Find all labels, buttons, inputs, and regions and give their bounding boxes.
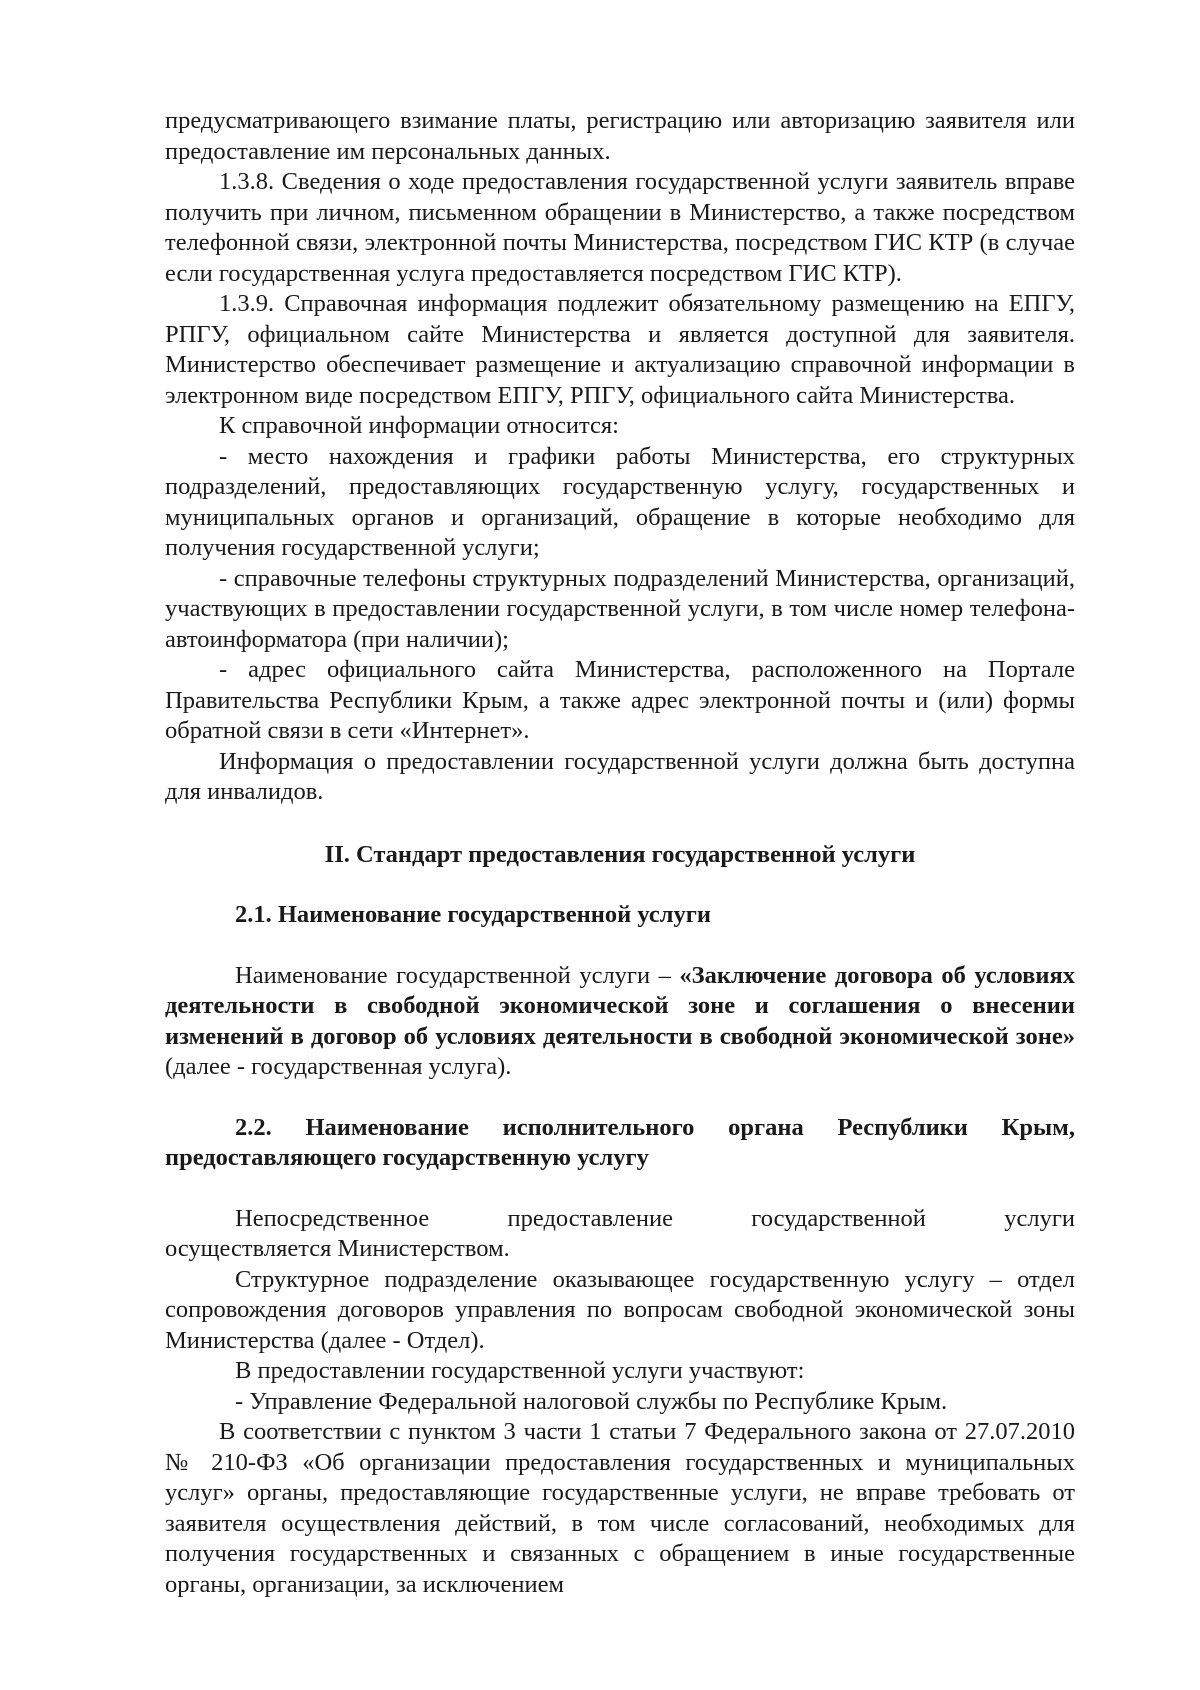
paragraph-federal-law: В соответствии с пунктом 3 части 1 статьи 7 Федерального закона от 27.07.2010 № 210-ФЗ «Об организации предоставления государственных и муниципальных услуг» органы, предоставляющие государственные услуги, не вправе требовать от заявителя осуществления действий, в том числе согласований, необходимых для получения государственных и связанных с обращением в иные государственные органы, организации, за исключением <box>165 1418 1075 1598</box>
paragraph-direct-provision-line1: Непосредственное предоставление государственной услуги <box>235 1204 1075 1232</box>
paragraph-accessibility: Информация о предоставлении государственной услуги должна быть доступна для инвалидов. <box>165 747 1075 805</box>
document-page <box>165 106 1075 1600</box>
service-name-bold: «Заключение договора об условиях деятельности в свободной экономической зоне и соглашения о внесении изменений в договор об условиях деятельности в свободной экономической зоне» <box>165 961 1075 1050</box>
list-item-location: - место нахождения и графики работы Министерства, его структурных подразделений, предоставляющих государственную услугу, государственных и муниципальных органов и организаций, обращение в которые необходимо для получения государственной услуги; <box>165 442 1075 561</box>
list-item-phones: - справочные телефоны структурных подразделений Министерства, организаций, участвующих в предоставлении государственной услуги, в том числе номер телефона-автоинформатора (при наличии); <box>165 564 1075 653</box>
paragraph-participants-intro: В предоставлении государственной услуги участвуют: <box>235 1357 805 1384</box>
service-name-prefix: Наименование государственной услуги – <box>235 961 680 989</box>
list-item-tax-service: - Управление Федеральной налоговой службы по Республике Крым. <box>235 1387 948 1415</box>
paragraph-1-3-9: 1.3.9. Справочная информация подлежит обязательному размещению на ЕПГУ, РПГУ, официальном сайте Министерства и является доступной для заявителя. Министерство обеспечивает размещение и актуализацию справочной информации в электронном виде посредством ЕПГУ, РПГУ, официального сайта Министерства. <box>165 290 1075 409</box>
paragraph-reference-intro: К справочной информации относится: <box>219 412 619 439</box>
paragraph-1-3-8: 1.3.8. Сведения о ходе предоставления государственной услуги заявитель вправе получить при личном, письменном обращении в Министерство, а также посредством телефонной связи, электронной почты Министерства, посредством ГИС КТР (в случае если государственная услуга предоставляется посредством ГИС КТР). <box>165 168 1075 287</box>
paragraph-structural-unit: Структурное подразделение оказывающее государственную услугу – отдел сопровождения договоров управления по вопросам свободной экономической зоны Министерства (далее - Отдел). <box>165 1265 1075 1354</box>
service-name-suffix: (далее - государственная услуга). <box>165 1053 512 1080</box>
subsection-2-2-title: 2.2. Наименование исполнительного органа Республики Крым, предоставляющего государственную услугу <box>165 1113 1075 1171</box>
list-item-website: - адрес официального сайта Министерства, расположенного на Портале Правительства Республики Крым, а также адрес электронной почты и (или) формы обратной связи в сети «Интернет». <box>165 656 1075 744</box>
service-name-paragraph <box>165 961 1075 1083</box>
paragraph-direct-provision-line2: осуществляется Министерством. <box>165 1235 510 1262</box>
paragraph-continuation: предусматривающего взимание платы, регистрацию или авторизацию заявителя или предоставление им персональных данных. <box>165 107 1075 165</box>
section-title: II. Стандарт предоставления государственной услуги <box>324 840 916 868</box>
subsection-2-1-title: 2.1. Наименование государственной услуги <box>235 901 711 928</box>
